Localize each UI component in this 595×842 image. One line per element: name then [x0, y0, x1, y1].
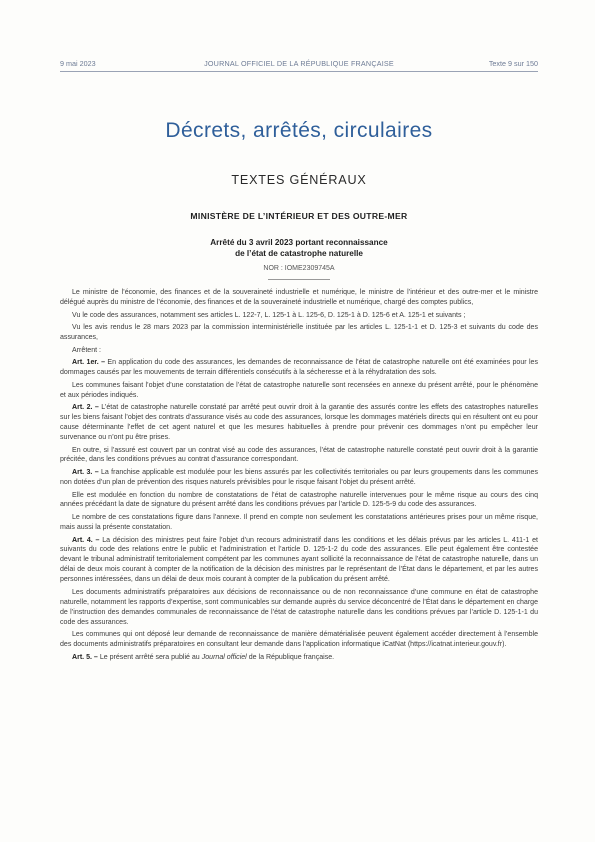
article-2-label: Art. 2. –: [72, 404, 99, 412]
article-4-label: Art. 4. –: [72, 536, 100, 544]
document-body: [60, 288, 538, 665]
article-2-paragraph-1: [60, 403, 538, 443]
header-journal-name: JOURNAL OFFICIEL DE LA RÉPUBLIQUE FRANÇAISE: [204, 59, 394, 68]
article-3-text-1: La franchise applicable est modulée pour les biens assurés par les collectivités territoriales ou par leurs groupements dans les communes non dotées d’un plan de prévention des risques naturels prévisibles pour le risque faisant l’objet du présent arrêté.: [60, 469, 538, 486]
article-4-paragraph-1: [60, 536, 538, 586]
vu-paragraph-1: Vu le code des assurances, notamment ses articles L. 122-7, L. 125-1 à L. 125-6, D. 125-1 à D. 125-6 et A. 125-1 et suivants ;: [72, 311, 466, 319]
article-1-paragraph-1: [60, 358, 538, 378]
article-3-paragraph-1: [60, 468, 538, 488]
article-5-text-pre: Le présent arrêté sera publié au: [99, 653, 200, 661]
arrete-title-line-1: Arrêté du 3 avril 2023 portant reconnaissance: [210, 238, 388, 247]
nor-reference: NOR : IOME2309745A: [263, 265, 335, 272]
arrete-title: [60, 237, 538, 259]
article-1-paragraph-2: Les communes faisant l’objet d’une constatation de l’état de catastrophe naturelle sont recensées en annexe du présent arrêté, pour le phénomène et aux périodes indiqués.: [60, 381, 538, 399]
header-divider: [60, 71, 538, 72]
article-5-label: Art. 5. –: [72, 653, 98, 661]
header-text-number: Texte 9 sur 150: [488, 59, 538, 68]
article-4-text-1: La décision des ministres peut faire l’objet d’un recours administratif dans les conditions et les délais prévus par les articles L. 411-1 et suivants du code des relations entre le public et l’administration et l’article D. 125-1-2 du code des assurances. Elle peut également être contestée devant le tribunal administratif territorialement compétent par les communes ayant sollicité la reconnaissance de l’état de catastrophe naturelle, dans un délai de deux mois courant à compter de la notification de la décision des ministres par le représentant de l’État dans le département, et par les autres personnes intéressées, dans un délai de deux mois courant à compter de la publication du présent arrêté.: [60, 536, 538, 584]
article-2-text-1: L’état de catastrophe naturelle constaté par arrêté peut ouvrir droit à la garantie des assurés contre les effets des catastrophes naturelles sur les biens faisant l’objet des contrats d’assurance visés au code des assurances, lorsque les dommages matériels directs qui en résultent ont eu pour cause déterminante l’effet de cet agent naturel et que les mesures habituelles à prendre pour prévenir ces dommages n’ont pu empêcher leur survenance ou n’ont pu être prises.: [60, 404, 538, 441]
article-3-paragraph-2: Elle est modulée en fonction du nombre de constatations de l’état de catastrophe naturelle intervenues pour le même risque au cours des cinq années précédant la date de signature du présent arrêté dans les conditions prévues par l’article D. 125-5-9 du code des assurances.: [60, 491, 538, 509]
article-1-label: Art. 1er. –: [72, 359, 105, 367]
article-4-paragraph-2: Les documents administratifs préparatoires aux décisions de reconnaissance ou de non reconnaissance d’une commune en état de catastrophe naturelle, notamment les rapports d’expertise, sont communicables sur demande auprès du service déconcentré de l’État dans le département en charge de l’instruction des demandes communales de reconnaissance de l’état de catastrophe naturelle dans les conditions prévues par l’article D. 125-1-1 du code des assurances.: [60, 588, 538, 626]
article-4-paragraph-3: Les communes qui ont déposé leur demande de reconnaissance de manière dématérialisée peuvent également accéder directement à l’ensemble des documents administratifs préparatoires en consultant leur demande dans l’application informatique iCatNat (https://icatnat.interieur.gouv.fr).: [60, 631, 538, 649]
vu-paragraph-2: Vu les avis rendus le 28 mars 2023 par la commission interministérielle instituée par les articles L. 125-1-1 et D. 125-3 et suivants du code des assurances,: [60, 324, 538, 341]
article-1-text-1: En application du code des assurances, les demandes de reconnaissance de l’état de catastrophe naturelle ont été examinées pour les dommages causés par les mouvements de terrain différentiels consécutifs à la sécheresse et à la réhydratation des sols.: [60, 359, 538, 377]
document-title: Décrets, arrêtés, circulaires: [165, 119, 433, 142]
header-date: 9 mai 2023: [60, 59, 96, 68]
arrete-title-line-2: de l’état de catastrophe naturelle: [235, 249, 363, 258]
ministry-heading: MINISTÈRE DE L’INTÉRIEUR ET DES OUTRE-MER: [190, 211, 408, 221]
article-5-text-post: de la République française.: [248, 653, 335, 661]
article-5-paragraph: [60, 653, 538, 663]
article-2-paragraph-2: En outre, si l’assuré est couvert par un contrat visé au code des assurances, l’état de catastrophe naturelle constaté peut ouvrir droit à la garantie précitée, dans les conditions prévues au contrat d’assurance correspondant.: [60, 446, 538, 464]
section-heading: TEXTES GÉNÉRAUX: [231, 173, 367, 187]
article-3-paragraph-3: Le nombre de ces constatations figure dans l’annexe. Il prend en compte non seulement les constatations antérieures prises pour un même risque, mais aussi la présente constatation.: [60, 514, 538, 531]
article-3-label: Art. 3. –: [72, 469, 99, 476]
preamble-paragraph: Le ministre de l’économie, des finances et de la souveraineté industrielle et numérique, le ministre de l’intérieur et des outre-mer et le ministre délégué auprès du ministre de l’économie, des finances et de la souveraineté industrielle et numérique, chargé des comptes publics,: [60, 289, 538, 306]
article-5-journal-name: Journal officiel: [201, 653, 247, 661]
nor-divider: [268, 279, 330, 280]
arretent-line: Arrêtent :: [72, 346, 101, 354]
